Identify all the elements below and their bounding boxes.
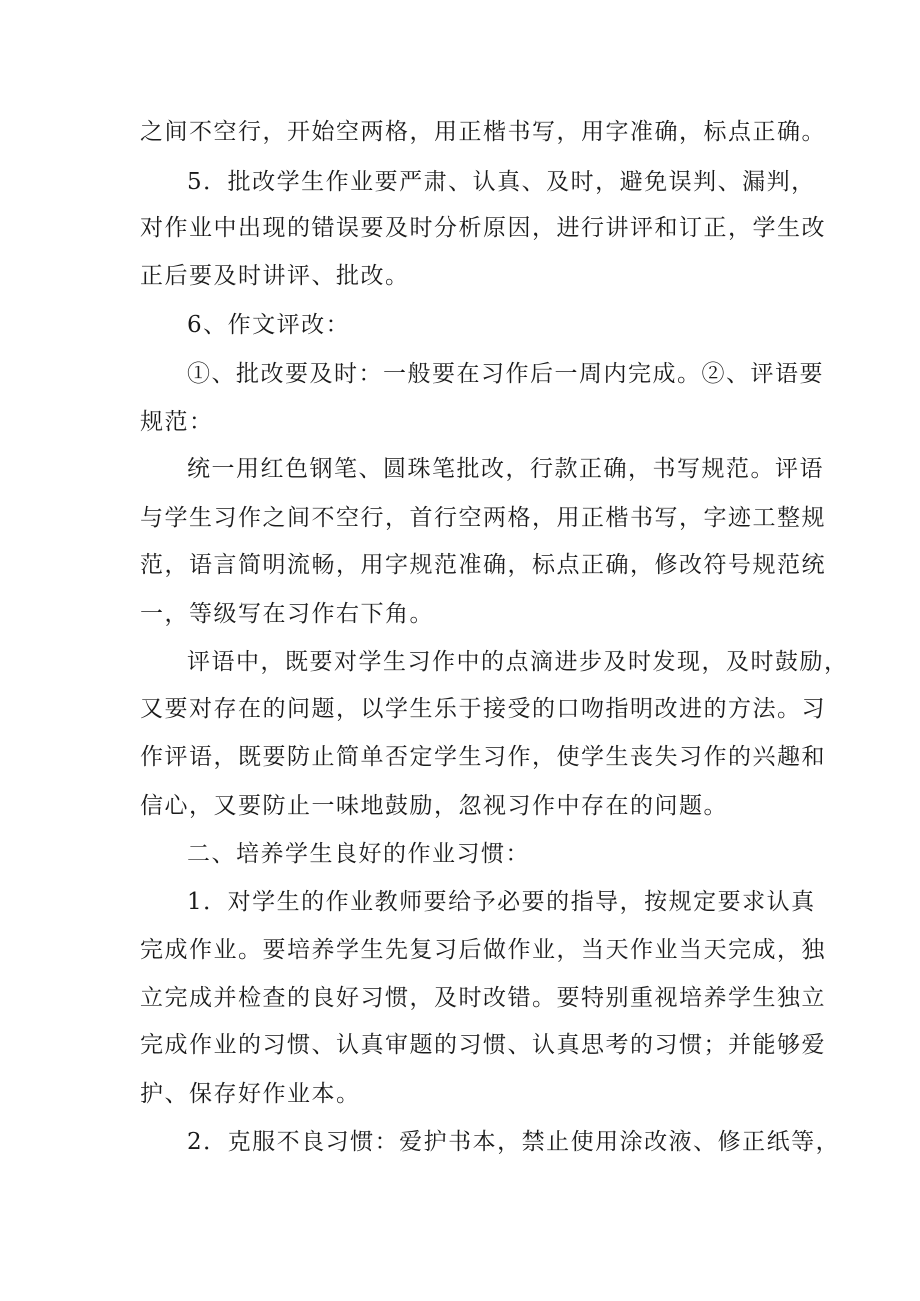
paragraph-line: 正后要及时讲评、批改。 [140, 263, 410, 289]
paragraph-line: 与学生习作之间不空行，首行空两格，用正楷书写，字迹工整规 [140, 505, 826, 531]
paragraph-line: ①、批改要及时：一般要在习作后一周内完成。②、评语要 [187, 361, 824, 387]
paragraph-line: 规范： [140, 409, 214, 435]
paragraph-line: 完成作业。要培养学生先复习后做作业，当天作业当天完成，独 [140, 937, 826, 963]
paragraph-line: 完成作业的习惯、认真审题的习惯、认真思考的习惯；并能够爱 [140, 1032, 826, 1058]
paragraph-line: 一，等级写在习作右下角。 [140, 601, 434, 627]
paragraph-line: 之间不空行，开始空两格，用正楷书写，用字准确，标点正确。 [140, 119, 826, 145]
paragraph-line: 统一用红色钢笔、圆珠笔批改，行款正确，书写规范。评语 [187, 456, 824, 482]
paragraph-line: 2．克服不良习惯：爱护书本，禁止使用涂改液、修正纸等， [187, 1129, 841, 1155]
paragraph-line: 护、保存好作业本。 [140, 1081, 361, 1107]
paragraph-line: 立完成并检查的良好习惯，及时改错。要特别重视培养学生独立 [140, 985, 826, 1011]
paragraph-line: 评语中，既要对学生习作中的点滴进步及时发现，及时鼓励， [187, 649, 849, 675]
paragraph-line: 对作业中出现的错误要及时分析原因，进行讲评和订正，学生改 [140, 215, 826, 241]
paragraph-line: 1．对学生的作业教师要给予必要的指导，按规定要求认真 [187, 889, 816, 915]
paragraph-line: 5．批改学生作业要严肃、认真、及时，避免误判、漏判， [187, 169, 816, 195]
section-heading: 6、作文评改： [187, 312, 351, 338]
paragraph-line: 作评语，既要防止简单否定学生习作，使学生丧失习作的兴趣和 [140, 744, 826, 770]
paragraph-line: 范，语言简明流畅，用字规范准确，标点正确，修改符号规范统 [140, 552, 826, 578]
paragraph-line: 信心，又要防止一味地鼓励，忽视习作中存在的问题。 [140, 793, 728, 819]
paragraph-line: 又要对存在的问题，以学生乐于接受的口吻指明改进的方法。习 [140, 696, 826, 722]
section-heading: 二、培养学生良好的作业习惯： [187, 841, 530, 867]
